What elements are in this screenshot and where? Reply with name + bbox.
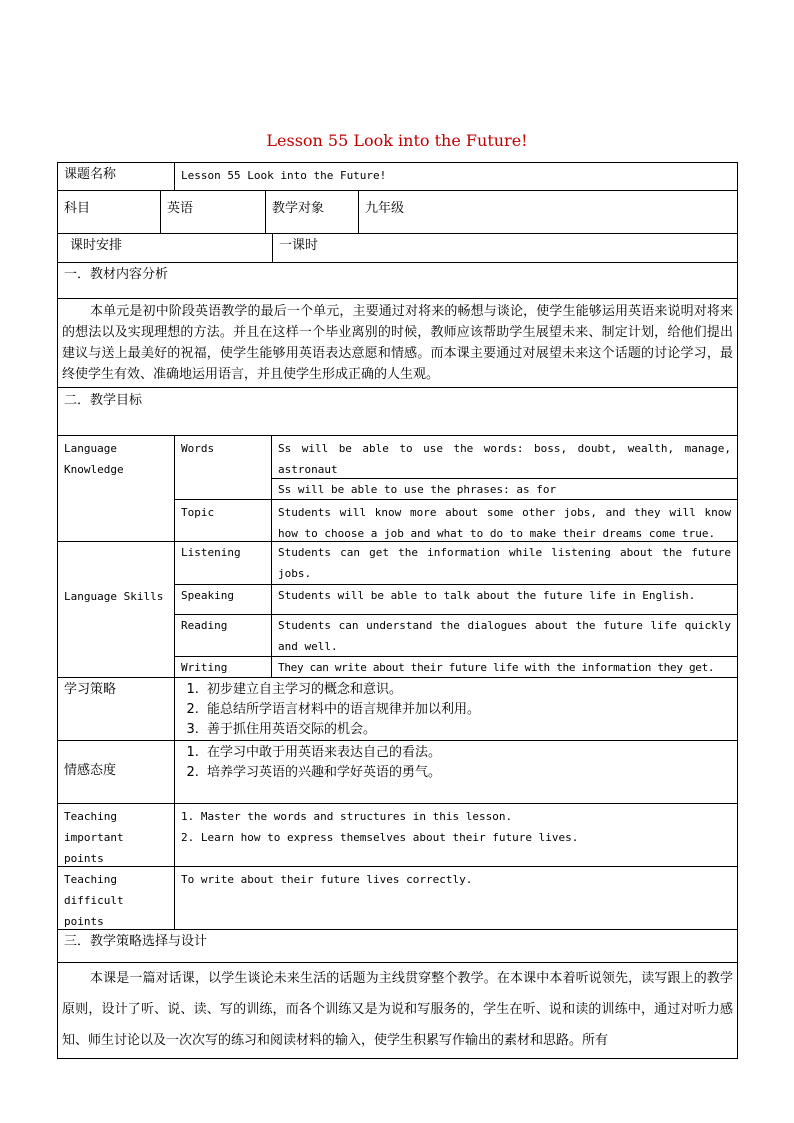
knowledge-row: [57, 436, 738, 542]
topic-label: 课题名称: [64, 167, 117, 182]
difficult-value: To write about their future lives correctly.: [174, 867, 737, 929]
important-item-2: 2. Learn how to express themselves about their future lives.: [181, 831, 579, 844]
list-item: 1. 初步建立自主学习的概念和意识。: [203, 680, 731, 700]
topic-value: Lesson 55 Look into the Future!: [174, 163, 737, 190]
difficult-label: Teaching difficult points: [64, 873, 124, 928]
section2-heading-row: [57, 388, 738, 436]
words-value: Ss will be able to use the words: boss, doubt, wealth, manage, astronaut: [271, 436, 737, 499]
topic-objective-label: Topic: [181, 506, 215, 519]
important-item-1: 1. Master the words and structures in this lesson.: [181, 810, 513, 823]
page-title: Lesson 55 Look into the Future!: [266, 131, 528, 150]
section1-heading-row: [57, 263, 738, 299]
subject-row: [57, 191, 738, 234]
listening-value: Students can get the information while listening about the future jobs.: [271, 542, 737, 584]
writing-value: They can write about their future life with the information they get.: [271, 657, 737, 677]
attitude-label: 情感态度: [64, 763, 117, 778]
list-item: 2. 培养学习英语的兴趣和学好英语的勇气。: [203, 763, 731, 783]
reading-value: Students can understand the dialogues about the future life quickly and well.: [271, 615, 737, 656]
target-value: 九年级: [358, 191, 737, 233]
list-item: 1. 在学习中敢于用英语来表达自己的看法。: [203, 743, 731, 763]
schedule-value: 一课时: [272, 234, 737, 262]
speaking-label: Speaking: [181, 589, 234, 602]
difficult-row: [57, 867, 738, 930]
section1-body-row: [57, 299, 738, 388]
section3-heading: 三．教学策略选择与设计: [64, 934, 208, 949]
target-label: 教学对象: [265, 191, 358, 233]
section3-paragraph: 本课是一篇对话课，以学生谈论未来生活的话题为主线贯穿整个教学。在本课中本着听说领先，读写跟上的教学原则，设计了听、说、读、写的训练，而各个训练又是为说和写服务的，学生在听、说和读的训练中，通过对听力感知、师生讨论以及一次次写的练习和阅读材料的输入，使学生积累写作输出的素材和思路。所有: [62, 971, 733, 1048]
list-item: 3. 善于抓住用英语交际的机会。: [203, 720, 731, 740]
reading-label: Reading: [181, 619, 228, 632]
important-row: [57, 804, 738, 867]
section1-heading: 一．教材内容分析: [64, 267, 169, 282]
skills-row: [57, 542, 738, 678]
section3-heading-row: [57, 930, 738, 963]
strategy-row: [57, 678, 738, 741]
speaking-value: Students will be able to talk about the future life in English.: [271, 585, 737, 614]
lesson-plan-table: [57, 162, 738, 1059]
skills-label: Language Skills: [64, 590, 164, 603]
attitude-list: [181, 743, 731, 783]
schedule-row: [57, 234, 738, 263]
writing-label: Writing: [181, 661, 228, 674]
topic-row: [57, 162, 738, 191]
section3-body-row: [57, 963, 738, 1059]
attitude-row: [57, 741, 738, 804]
list-item: 2. 能总结所学语言材料中的语言规律并加以利用。: [203, 700, 731, 720]
phrases-value: Ss will be able to use the phrases: as for: [271, 478, 737, 499]
schedule-label: 课时安排: [70, 238, 123, 253]
important-label: Teaching important points: [64, 810, 124, 865]
strategy-list: [181, 680, 731, 740]
section1-paragraph: 本单元是初中阶段英语教学的最后一个单元，主要通过对将来的畅想与谈论，使学生能够运用英语来说明对将来的想法以及实现理想的方法。并且在这样一个毕业离别的时候，教师应该帮助学生展望未来、制定计划，给他们提出建议与送上最美好的祝福，使学生能够用英语表达意愿和情感。而本课主要通过对展望未来这个话题的讨论学习，最终使学生有效、准确地运用语言，并且使学生形成正确的人生观。: [62, 304, 733, 382]
subject-value: 英语: [160, 191, 265, 233]
subject-label: 科目: [64, 201, 91, 216]
knowledge-label: Language Knowledge: [64, 442, 124, 476]
listening-label: Listening: [181, 546, 241, 559]
section2-heading: 二．教学目标: [64, 393, 143, 408]
strategy-label: 学习策略: [64, 682, 117, 697]
topic-objective-value: Students will know more about some other jobs, and they will know how to choose a job and what to do to make their dreams come true.: [271, 500, 737, 541]
words-label: Words: [181, 442, 215, 455]
